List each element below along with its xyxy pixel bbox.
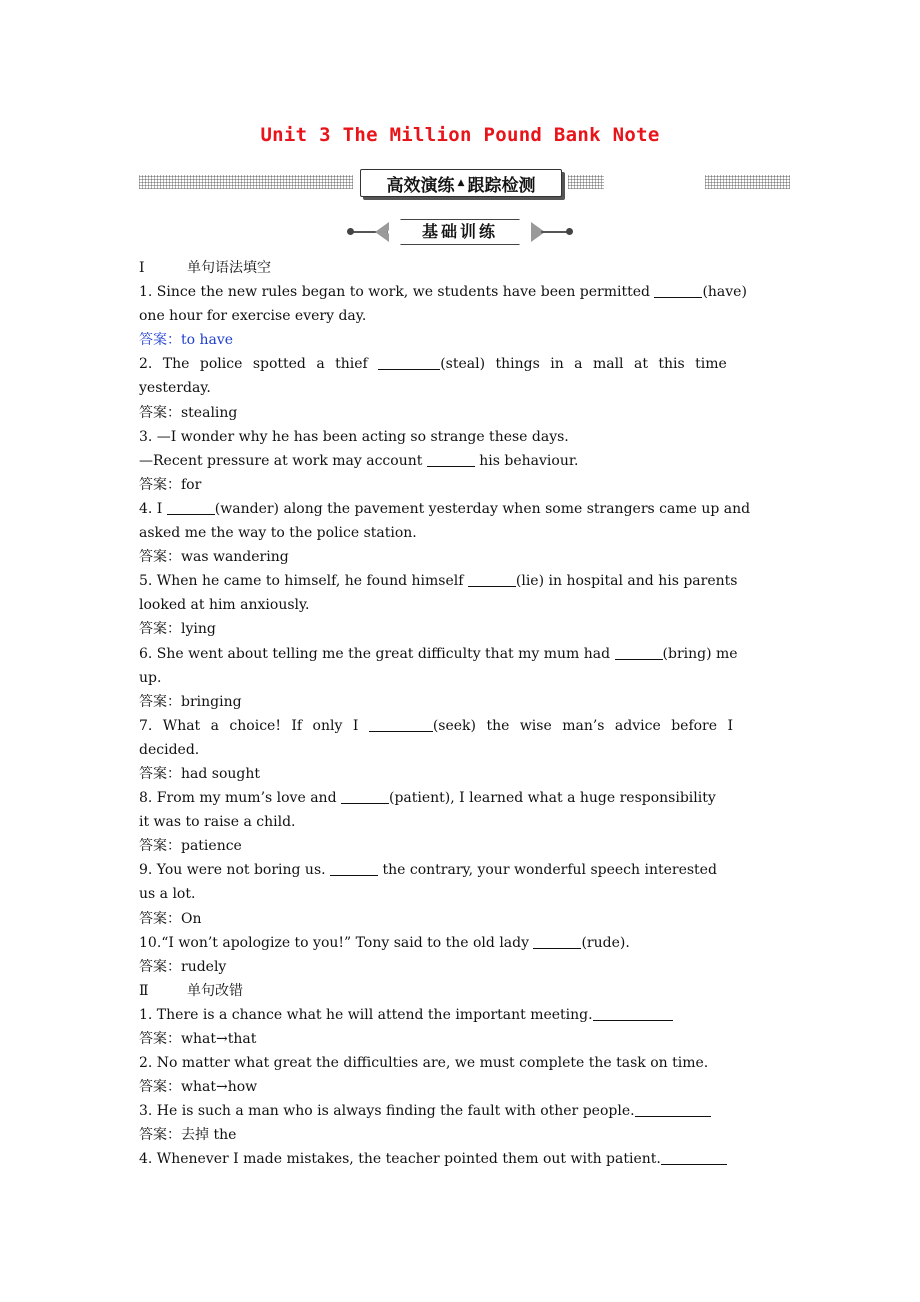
s1-q1-line2: one hour for exercise every day.: [139, 308, 367, 325]
s2-q3-answer: 答案：去掉 the: [139, 1127, 237, 1144]
s1-q6-text: 6. She went about telling me the great difficulty that my mum had: [139, 645, 615, 662]
section2-heading: [139, 979, 829, 1003]
subheading-dot-left: [347, 228, 354, 235]
s1-q10-answer: 答案：rudely: [139, 958, 227, 975]
s1-q8-answer: 答案：patience: [139, 838, 242, 855]
s1-q8-hint: (patient), I learned what a huge responsibility: [388, 790, 716, 807]
s2-q4-line: [139, 1147, 829, 1171]
s1-q2-hint: (steal) things in a mall at this time: [440, 356, 727, 373]
s1-q8-line1: [139, 786, 829, 810]
subheading-line-right: [541, 231, 569, 233]
s1-q3-text: —Recent pressure at work may account: [139, 452, 427, 469]
s1-q6-line2: up.: [139, 669, 162, 686]
s1-q4-line2: asked me the way to the police station.: [139, 525, 417, 542]
s1-q2-line1: [139, 352, 829, 376]
answer-blank: [378, 354, 440, 370]
s1-q8-text: 8. From my mum’s love and: [139, 790, 341, 807]
s1-q9-answer: 答案：On: [139, 910, 202, 927]
s1-q9-line2: us a lot.: [139, 886, 196, 903]
exercise-content: [139, 256, 829, 1172]
section-banner: [360, 169, 562, 197]
s1-q8-line2: it was to raise a child.: [139, 814, 296, 831]
page-title: Unit 3 The Million Pound Bank Note: [260, 124, 660, 146]
section1-heading: [139, 256, 829, 280]
section1-title: 单句语法填空: [187, 260, 271, 276]
s1-q4-hint: (wander) along the pavement yesterday when some strangers came up and: [214, 500, 751, 517]
s1-q3-text-end: his behaviour.: [474, 452, 579, 469]
s1-q6-line1: [139, 642, 829, 666]
s1-q7-answer: 答案：had sought: [139, 765, 261, 782]
answer-blank: [427, 451, 475, 467]
answer-blank: [593, 1005, 673, 1021]
s2-q4-text: 4. Whenever I made mistakes, the teacher pointed them out with patient.: [139, 1151, 661, 1168]
s1-q9-text: 9. You were not boring us.: [139, 862, 331, 879]
s1-q6-answer: 答案：bringing: [139, 693, 242, 710]
s2-q3-text: 3. He is such a man who is always finding the fault with other people.: [139, 1103, 635, 1120]
subheading-dot-right: [566, 228, 573, 235]
answer-blank: [615, 644, 663, 660]
answer-blank: [635, 1101, 711, 1117]
s1-q2-line2: yesterday.: [139, 380, 211, 397]
decorative-stripe-right: [705, 175, 790, 189]
s1-q1-line1: [139, 280, 829, 304]
answer-blank: [654, 282, 702, 298]
s1-q6-hint: (bring) me: [662, 645, 738, 662]
s1-q7-hint: (seek) the wise man’s advice before I: [432, 717, 734, 734]
answer-blank: [533, 933, 581, 949]
s1-q9-text-end: the contrary, your wonderful speech interested: [378, 862, 717, 879]
s1-q10-text: 10.“I won’t apologize to you!” Tony said to the old lady: [139, 934, 534, 951]
s1-q7-line2: decided.: [139, 741, 200, 758]
s1-q7-text: 7. What a choice! If only I: [139, 717, 369, 734]
banner-right-text: 跟踪检测: [467, 175, 536, 196]
subheading-text: 基础训练: [421, 222, 498, 241]
s2-q1-line: [139, 1003, 829, 1027]
s1-q3-line2: [139, 449, 829, 473]
section2-title: 单句改错: [187, 982, 243, 999]
s1-q10-line1: [139, 931, 829, 955]
s2-q1-answer: 答案：what→that: [139, 1031, 257, 1047]
decorative-stripe-middle: [568, 175, 604, 189]
answer-blank: [369, 716, 433, 732]
answer-blank: [468, 571, 516, 587]
s1-q2-text: 2. The police spotted a thief: [139, 356, 379, 373]
s1-q5-line2: looked at him anxiously.: [139, 597, 310, 614]
s1-q5-answer: 答案：lying: [139, 621, 216, 638]
s1-q2-answer: 答案：stealing: [139, 404, 238, 421]
s1-q3-answer: 答案：for: [139, 476, 202, 493]
s1-q4-answer: 答案：was wandering: [139, 549, 289, 566]
banner-triangle-icon: ▲: [457, 178, 465, 188]
s2-q2-line: 2. No matter what great the difficulties are, we must complete the task on time.: [139, 1055, 709, 1072]
s1-q5-hint: (lie) in hospital and his parents: [515, 573, 738, 590]
s1-q3-line1: 3. —I wonder why he has been acting so strange these days.: [139, 428, 569, 445]
s1-q5-text: 5. When he came to himself, he found himself: [139, 573, 468, 590]
answer-blank: [661, 1149, 727, 1165]
s1-q1-answer: 答案：to have: [139, 332, 234, 349]
s1-q7-line1: [139, 714, 829, 738]
section2-numeral: Ⅱ: [139, 982, 149, 999]
s2-q3-line: [139, 1099, 829, 1123]
banner-left-text: 高效演练: [386, 175, 455, 196]
s1-q10-hint: (rude).: [581, 934, 630, 951]
s1-q5-line1: [139, 569, 829, 593]
answer-blank: [167, 499, 215, 515]
s1-q4-line1: [139, 497, 829, 521]
s1-q1-text: 1. Since the new rules began to work, we students have been permitted: [139, 284, 655, 301]
s1-q9-line1: [139, 858, 829, 882]
section1-numeral: Ⅰ: [139, 260, 145, 276]
s1-q4-text: 4. I: [139, 500, 167, 517]
answer-blank: [341, 788, 389, 804]
decorative-stripe-left: [139, 175, 353, 189]
s2-q2-answer: 答案：what→how: [139, 1079, 258, 1096]
subheading-badge: [345, 219, 575, 245]
s2-q1-text: 1. There is a chance what he will attend the important meeting.: [139, 1006, 593, 1023]
s1-q1-hint: (have): [702, 284, 747, 301]
answer-blank: [330, 860, 378, 876]
